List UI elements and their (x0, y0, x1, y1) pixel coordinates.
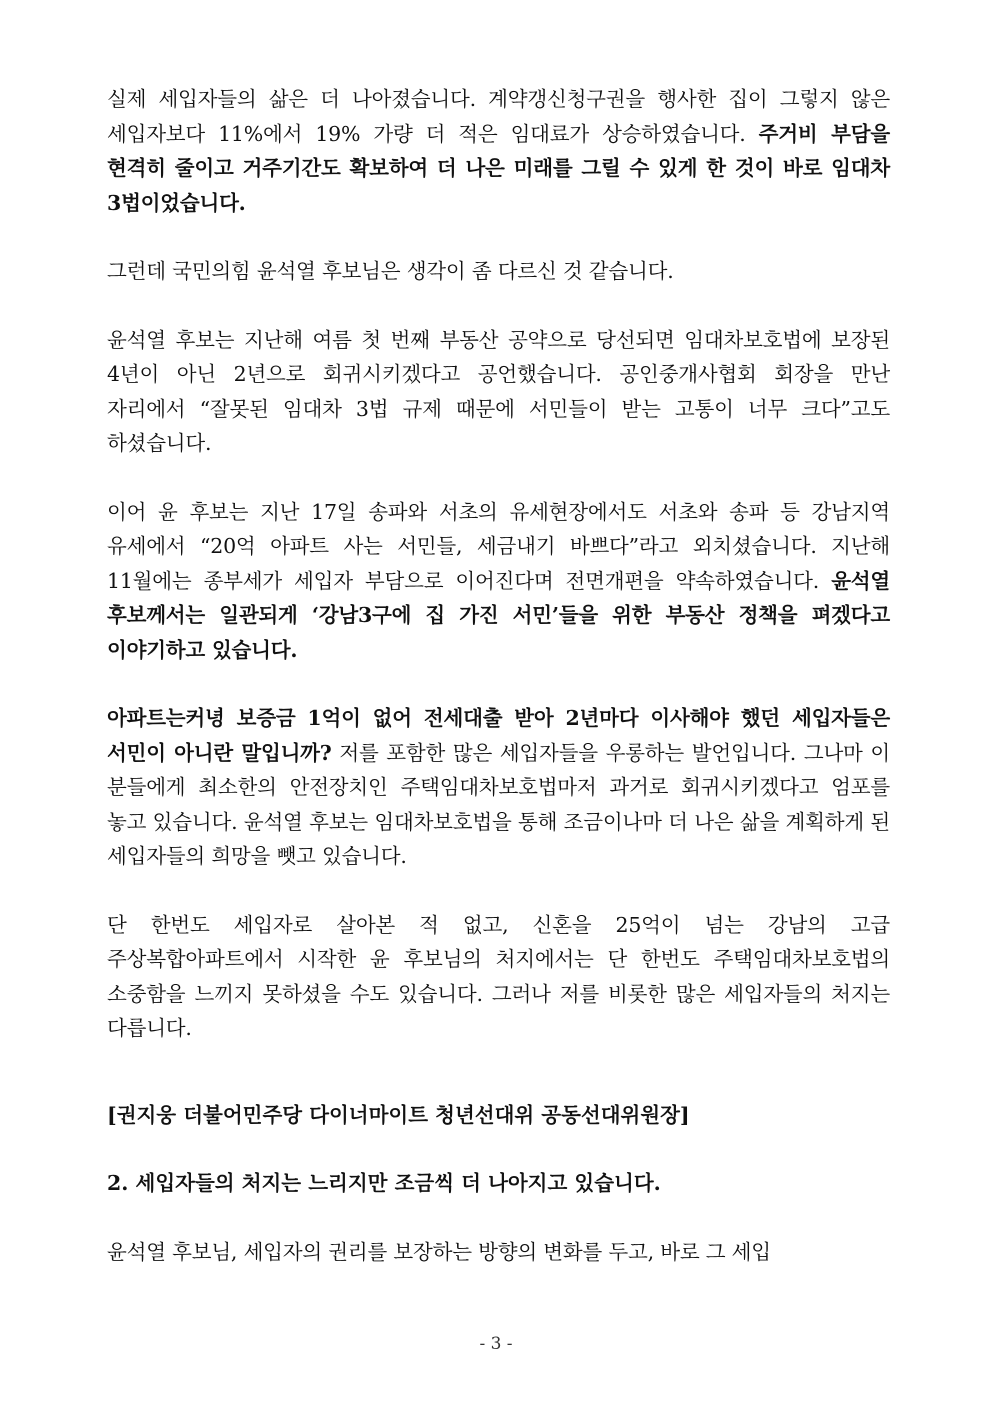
paragraph-5 (107, 701, 890, 874)
paragraph-4-text: 이어 윤 후보는 지난 17일 송파와 서초의 유세현장에서도 서초와 송파 등 강남지역 유세에서 “20억 아파트 사는 서민들, 세금내기 바쁘다”라고 외치셨습니다. 지난해 11월에는 종부세가 세입자 부담으로 이어진다며 전면개편을 약속하였습니다. (107, 499, 890, 593)
paragraph-4 (107, 495, 890, 668)
paragraph-5-bold-text: 아파트는커녕 보증금 1억이 없어 전세대출 받아 2년마다 이사해야 했던 세입자들은 서민이 아니란 말입니까? (107, 706, 890, 765)
paragraph-3-text: 윤석열 후보는 지난해 여름 첫 번째 부동산 공약으로 당선되면 임대차보호법에 보장된 4년이 아닌 2년으로 회귀시키겠다고 공언했습니다. 공인중개사협회 회장을 만난 자리에서 “잘못된 임대차 3법 규제 때문에 서민들이 받는 고통이 너무 크다”고도 하셨습니다. (107, 327, 890, 455)
paragraph-5-text: 저를 포함한 많은 세입자들을 우롱하는 발언입니다. 그나마 이 분들에게 최소한의 안전장치인 주택임대차보호법마저 과거로 회귀시키겠다고 엄포를 놓고 있습니다. 윤석열 후보는 임대차보호법을 통해 조금이나마 더 나은 삶을 계획하게 된 세입자들의 희망을 뺏고 있습니다. (107, 740, 891, 868)
paragraph-2 (107, 254, 890, 289)
paragraph-6 (107, 908, 890, 1046)
paragraph-2-text: 그런데 국민의힘 윤석열 후보님은 생각이 좀 다르신 것 같습니다. (107, 259, 674, 283)
speaker-heading: [권지웅 더불어민주당 다이너마이트 청년선대위 공동선대위원장] (107, 1102, 690, 1127)
paragraph-1-text: 실제 세입자들의 삶은 더 나아졌습니다. 계약갱신청구권을 행사한 집이 그렇지 않은 세입자보다 11%에서 19% 가량 더 적은 임대료가 상승하였습니다. (107, 87, 890, 146)
page-number: - 3 - (479, 1334, 513, 1354)
paragraph-1 (107, 82, 890, 220)
paragraph-4-bold-text: 윤석열 후보께서는 일관되게 ‘강남3구에 집 가진 서민’들을 위한 부동산 정책을 펴겠다고 이야기하고 있습니다. (107, 568, 890, 662)
document-body (107, 82, 890, 1269)
paragraph-1-bold-text: 주거비 부담을 현격히 줄이고 거주기간도 확보하여 더 나은 미래를 그릴 수 있게 한 것이 바로 임대차 3법이었습니다. (107, 121, 890, 215)
paragraph-6-text: 단 한번도 세입자로 살아본 적 없고, 신혼을 25억이 넘는 강남의 고급 주상복합아파트에서 시작한 윤 후보님의 처지에서는 단 한번도 주택임대차보호법의 소중함을 느끼지 못하셨을 수도 있습니다. 그러나 저를 비롯한 많은 세입자들의 처지는 다릅니다. (107, 912, 890, 1040)
last-paragraph: 윤석열 후보님, 세입자의 권리를 보장하는 방향의 변화를 두고, 바로 그 세입 (107, 1239, 771, 1264)
section-heading: 2. 세입자들의 처지는 느리지만 조금씩 더 나아지고 있습니다. (107, 1171, 661, 1195)
paragraph-3 (107, 323, 890, 461)
